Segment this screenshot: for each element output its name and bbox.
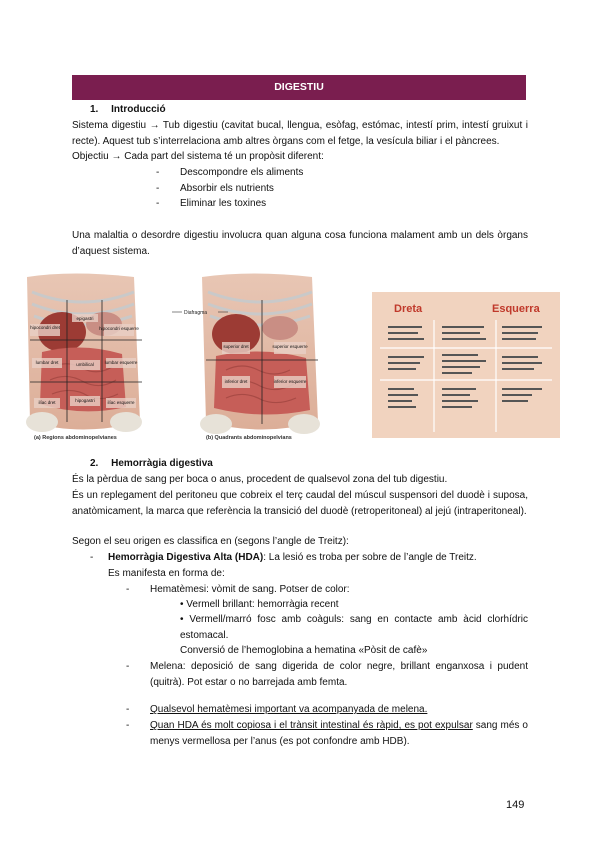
objective-list [156, 165, 456, 212]
heading-text: Introducció [111, 104, 166, 115]
dark-red-item: • Vermell/marró fosc amb coàguls: sang en contacte amb àcid clorhídric estomacal. [180, 614, 528, 641]
region-label: ilíac dret [38, 400, 56, 405]
quadrant-label: superior dret [223, 344, 249, 349]
hematemesis-melena-item: - Qualsevol hematèmesi important va acompanyada de melena. [126, 704, 428, 715]
objective-paragraph: Objectiu → Cada part del sistema té un propòsit diferent: [72, 151, 324, 162]
section-1-heading [90, 102, 166, 118]
page-number: 149 [506, 799, 525, 811]
treitz-paragraph: És un replegament del peritoneu que cobreix el terç caudal del múscul suspensori del duodè i suposa, anatòmicament, la marca que referència la transició del duodè (retroperitoneal) al jejú (intraperitoneal). [72, 490, 528, 517]
list-item: - Absorbir els nutrients [156, 182, 274, 194]
region-label: epigastri [76, 316, 94, 321]
bright-red-item: • Vermell brillant: hemorràgia recent [180, 599, 339, 610]
region-label: hipocondri dret [30, 325, 60, 330]
hda-item: - Hemorràgia Digestiva Alta (HDA): La lesió es troba per sobre de l’angle de Treitz. [90, 552, 477, 563]
region-label: lumbar esquerre [104, 360, 138, 365]
hda-term: Hemorràgia Digestiva Alta (HDA) [108, 552, 264, 563]
quadrant-label: inferior dret [224, 379, 248, 384]
quadrant-label: inferior esquerre [273, 379, 307, 384]
right-title-right: Esquerra [492, 303, 540, 315]
classification-paragraph: Segon el seu origen es classifica en (segons l’angle de Treitz): [72, 536, 349, 547]
intro-paragraph: Sistema digestiu → Tub digestiu (cavitat bucal, llengua, esòfag, estómac, intestí prim, intestí gruixut i recte). Aquest tub s’interrelaciona amb altres òrgans com el fetge, la vesícula biliar i el pàncrees. [72, 120, 528, 147]
list-item: - Descompondre els aliments [156, 167, 304, 178]
copious-hda-item: - Quan HDA és molt copiosa i el trànsit intestinal és ràpid, es pot expulsar sang més o menys vermellosa per l’anus (es pot confondre amb HDB). [126, 720, 528, 747]
abdominal-regions-figure [22, 272, 350, 442]
caption-a: (a) Regions abdominopelvianes [34, 435, 117, 441]
section-2-heading [90, 456, 213, 472]
hematemesis-item: - Hematèmesi: vòmit de sang. Potser de color: [126, 584, 350, 595]
caption-b: (b) Quadrants abdominopelvians [206, 435, 292, 441]
quadrant-label: superior esquerre [272, 344, 308, 349]
region-label: ilíac esquerre [107, 400, 135, 405]
region-label: lumbar dret [35, 360, 59, 365]
region-label: hipogastri [75, 398, 95, 403]
melena-item: - Melena: deposició de sang digerida de color negre, brillant enganxosa i pudent (quitrà). Pot estar o no barrejada amb femta. [126, 661, 528, 688]
conversion-text: Conversió de l’hemoglobina a hematina «Pòsit de cafè» [180, 645, 428, 656]
region-label: umbilical [76, 362, 94, 367]
heading-text: Hemorràgia digestiva [111, 458, 213, 469]
quadrant-table-figure [372, 292, 560, 438]
hemorrhage-definition: És la pèrdua de sang per boca o anus, procedent de qualsevol zona del tub digestiu. [72, 474, 448, 485]
heading-number: 1. [90, 104, 99, 115]
diaphragm-label: Diafragma [184, 310, 208, 316]
list-item: - Eliminar les toxines [156, 198, 267, 209]
right-title-left: Dreta [394, 303, 423, 315]
region-label: hipocondri esquerre [99, 326, 139, 331]
section-banner: DIGESTIU [72, 75, 526, 100]
heading-number: 2. [90, 458, 99, 469]
disease-paragraph: Una malaltia o desordre digestiu involucra quan alguna cosa funciona malament amb un dels òrgans d’aquest sistema. [72, 230, 528, 257]
manifests-text: Es manifesta en forma de: [108, 568, 225, 579]
